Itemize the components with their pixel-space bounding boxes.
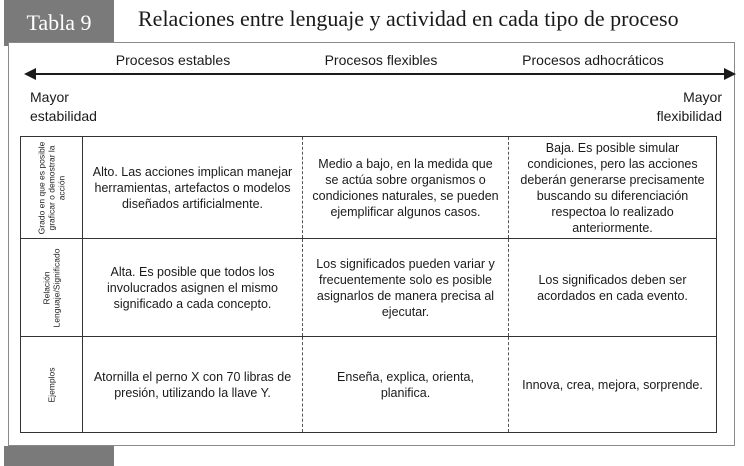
table-cell: Los significados pueden variar y frecuentemente solo es posible asignarlos de manera precisa al ejecutar. [303, 239, 509, 336]
table-cell: Los significados deben ser acordados en cada evento. [537, 272, 688, 303]
row-header [21, 137, 83, 238]
column-header-adhocratic: Procesos adhocráticos [522, 52, 664, 68]
axis-right-line2: flexibilidad [656, 108, 722, 124]
axis-left-line1: Mayor [30, 89, 69, 105]
column-header-flexible: Procesos flexibles [324, 52, 438, 68]
table-title: Relaciones entre lenguaje y actividad en cada tipo de proceso [138, 6, 679, 31]
row-header-text [37, 141, 67, 234]
table-row [21, 336, 716, 432]
comparison-table [20, 136, 717, 433]
table-cell: Innova, crea, mejora, sorprende. [522, 377, 703, 392]
column-header-stable: Procesos estables [115, 52, 231, 68]
row-header-line: graficar o demostrar la [46, 144, 57, 231]
row-header-line: Relación [41, 270, 52, 305]
axis-left-line2: estabilidad [30, 108, 97, 124]
row-header-line: Ejemplos [46, 367, 57, 402]
row-header-line: acción [56, 175, 67, 200]
table-number-tag: Tabla 9 [4, 0, 114, 46]
table-cell: Alta. Es posible que todos los involucrados asignen el mismo significado a cada concepto. [83, 239, 303, 336]
row-header-text [42, 248, 62, 327]
row-header [21, 239, 83, 336]
double-headed-arrow [24, 66, 736, 82]
table-row [21, 238, 716, 336]
gray-accent-bar [4, 446, 114, 466]
table-cell: Enseña, explica, orienta, planifica. [303, 337, 509, 432]
table-cell: Atornilla el perno X con 70 libras de presión, utilizando la llave Y. [83, 337, 303, 432]
axis-left-label [30, 88, 97, 126]
table-row [21, 137, 716, 238]
table-cell: Baja. Es posible simular condiciones, pero las acciones deberán generarse precisamente buscando su diferenciación respectoa lo realizado anteriormente. [520, 140, 705, 235]
table-cell: Alto. Las acciones implican manejar herramientas, artefactos o modelos diseñados artificialmente. [83, 137, 303, 238]
row-header-text [47, 367, 57, 402]
table-cell: Medio a bajo, en la medida que se actúa sobre organismos o condiciones naturales, se pueden ejemplificar algunos casos. [303, 137, 509, 238]
axis-right-line1: Mayor [683, 89, 722, 105]
row-header [21, 337, 83, 432]
row-header-line: Grado en que es posible [36, 141, 47, 234]
row-header-line: Lenguaje/Significado [51, 248, 62, 327]
axis-right-label [657, 88, 722, 126]
